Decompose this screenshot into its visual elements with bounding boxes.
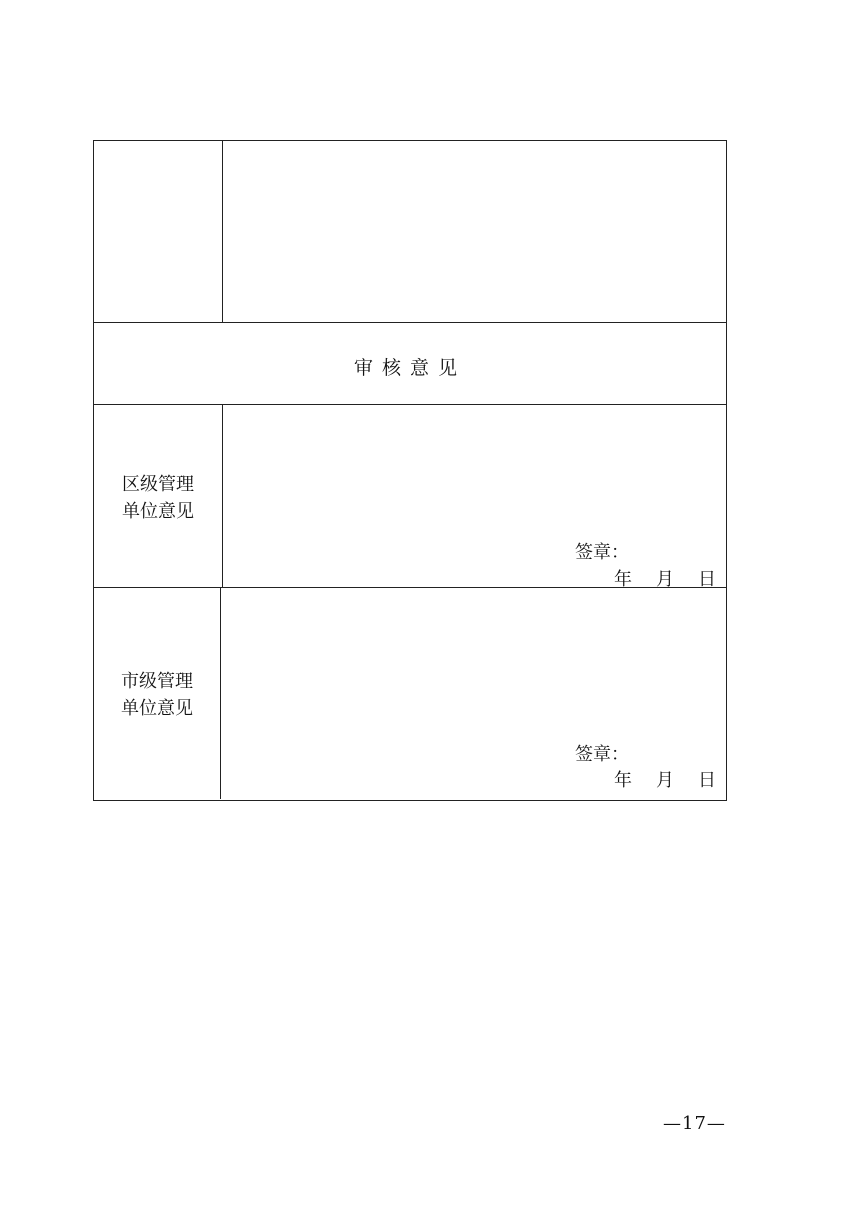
top-content-cell[interactable] — [223, 141, 726, 322]
city-date-line — [614, 766, 716, 792]
city-label — [94, 668, 220, 722]
city-date-year: 年 — [614, 770, 632, 791]
district-signature-label: 签章： — [575, 542, 629, 563]
city-label-line1: 市级管理 — [121, 671, 193, 692]
form-row-top — [94, 141, 726, 323]
district-label — [94, 471, 222, 525]
review-form-table — [93, 140, 727, 801]
review-header-row — [94, 323, 726, 405]
district-label-line2: 单位意见 — [122, 501, 194, 522]
district-opinion-field[interactable] — [223, 405, 726, 590]
district-date-day: 日 — [698, 569, 716, 590]
city-opinion-row — [94, 588, 726, 799]
city-label-cell — [94, 588, 221, 799]
city-signature-label: 签章： — [575, 744, 629, 765]
review-header-title: 审核意见 — [353, 357, 466, 379]
district-label-line1: 区级管理 — [122, 474, 194, 495]
city-date-month: 月 — [656, 770, 674, 791]
district-date-month: 月 — [656, 569, 674, 590]
district-opinion-row — [94, 405, 726, 588]
city-date-day: 日 — [698, 770, 716, 791]
district-date-year: 年 — [614, 569, 632, 590]
district-label-cell — [94, 405, 223, 587]
city-opinion-field[interactable] — [221, 588, 726, 799]
top-label-cell — [94, 141, 223, 322]
city-label-line2: 单位意见 — [121, 698, 193, 719]
page-number: —17— — [663, 1113, 726, 1134]
